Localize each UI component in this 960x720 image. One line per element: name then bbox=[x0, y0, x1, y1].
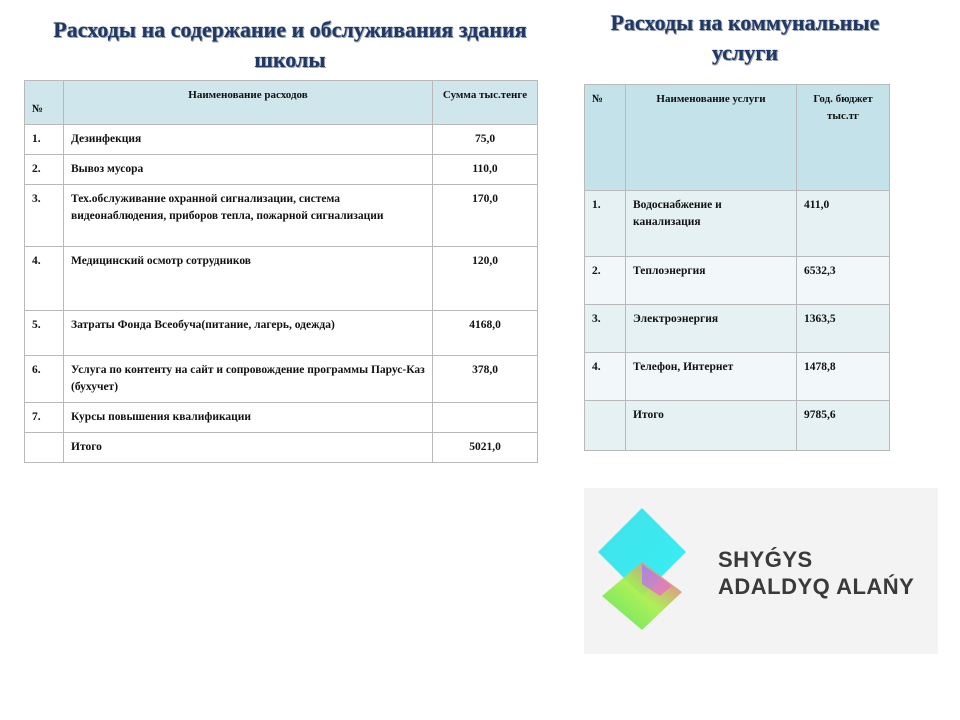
table-row bbox=[25, 155, 538, 185]
col-header-name bbox=[64, 81, 433, 125]
header-num-label: № bbox=[592, 93, 604, 105]
row-budget: 1478,8 bbox=[797, 353, 890, 401]
row-sum: 170,0 bbox=[433, 185, 538, 247]
organization-logo bbox=[584, 488, 938, 654]
row-name: Водоснабжение и канализация bbox=[626, 191, 797, 257]
row-num: 1. bbox=[585, 191, 626, 257]
table-row bbox=[25, 311, 538, 356]
row-num bbox=[25, 433, 64, 463]
table-row bbox=[25, 125, 538, 155]
table-row bbox=[585, 305, 890, 353]
row-num: 2. bbox=[25, 155, 64, 185]
table-row bbox=[25, 185, 538, 247]
table-row bbox=[585, 191, 890, 257]
school-expenses-table bbox=[24, 80, 538, 463]
table-row bbox=[25, 403, 538, 433]
row-num bbox=[585, 401, 626, 451]
row-num: 6. bbox=[25, 356, 64, 403]
row-name: Вывоз мусора bbox=[64, 155, 433, 185]
row-num: 1. bbox=[25, 125, 64, 155]
header-name-label: Наименование услуги bbox=[656, 93, 766, 105]
logo-text bbox=[718, 546, 914, 600]
col-header-budget bbox=[797, 85, 890, 191]
row-num: 3. bbox=[25, 185, 64, 247]
table-row bbox=[25, 356, 538, 403]
col-header-num bbox=[25, 81, 64, 125]
col-header-sum bbox=[433, 81, 538, 125]
row-name: Телефон, Интернет bbox=[626, 353, 797, 401]
logo-line-1: SHYǴYS bbox=[718, 547, 813, 572]
table-header-row bbox=[585, 85, 890, 191]
col-header-num bbox=[585, 85, 626, 191]
row-budget: 9785,6 bbox=[797, 401, 890, 451]
row-sum bbox=[433, 403, 538, 433]
row-sum: 120,0 bbox=[433, 247, 538, 311]
row-budget: 411,0 bbox=[797, 191, 890, 257]
row-sum: 4168,0 bbox=[433, 311, 538, 356]
col-header-name bbox=[626, 85, 797, 191]
row-name: Медицинский осмотр сотрудников bbox=[64, 247, 433, 311]
row-num: 4. bbox=[585, 353, 626, 401]
table-total-row bbox=[585, 401, 890, 451]
row-name: Затраты Фонда Всеобуча(питание, лагерь, одежда) bbox=[64, 311, 433, 356]
row-name: Итого bbox=[626, 401, 797, 451]
row-name: Услуга по контенту на сайт и сопровождение программы Парус-Каз (бухучет) bbox=[64, 356, 433, 403]
header-budget-label: Год. бюджет тыс.тг bbox=[813, 93, 873, 122]
row-name: Итого bbox=[64, 433, 433, 463]
row-sum: 378,0 bbox=[433, 356, 538, 403]
table-row bbox=[25, 247, 538, 311]
row-num: 5. bbox=[25, 311, 64, 356]
header-sum-label: Сумма тыс.тенге bbox=[442, 89, 528, 101]
overlapping-diamonds-logo-icon bbox=[584, 488, 714, 654]
row-sum: 75,0 bbox=[433, 125, 538, 155]
table-total-row bbox=[25, 433, 538, 463]
row-num: 2. bbox=[585, 257, 626, 305]
row-num: 7. bbox=[25, 403, 64, 433]
utilities-table bbox=[584, 84, 890, 451]
school-expenses-title: Расходы на содержание и обслуживания здания школы bbox=[53, 17, 527, 72]
table-header-row bbox=[25, 81, 538, 125]
row-num: 3. bbox=[585, 305, 626, 353]
logo-line-2: ADALDYQ ALAŃY bbox=[718, 574, 915, 599]
row-sum: 110,0 bbox=[433, 155, 538, 185]
row-name: Теплоэнергия bbox=[626, 257, 797, 305]
utilities-title: Расходы на коммунальные услуги bbox=[610, 10, 880, 65]
row-budget: 6532,3 bbox=[797, 257, 890, 305]
header-num-label: № bbox=[32, 103, 44, 115]
row-name: Дезинфекция bbox=[64, 125, 433, 155]
row-name: Курсы повышения квалификации bbox=[64, 403, 433, 433]
row-budget: 1363,5 bbox=[797, 305, 890, 353]
header-name-label: Наименование расходов bbox=[188, 89, 308, 101]
row-name: Электроэнергия bbox=[626, 305, 797, 353]
table-row bbox=[585, 353, 890, 401]
table-row bbox=[585, 257, 890, 305]
row-num: 4. bbox=[25, 247, 64, 311]
row-name: Тех.обслуживание охранной сигнализации, система видеонаблюдения, приборов тепла, пожарной сигнализации bbox=[64, 185, 433, 247]
row-sum: 5021,0 bbox=[433, 433, 538, 463]
